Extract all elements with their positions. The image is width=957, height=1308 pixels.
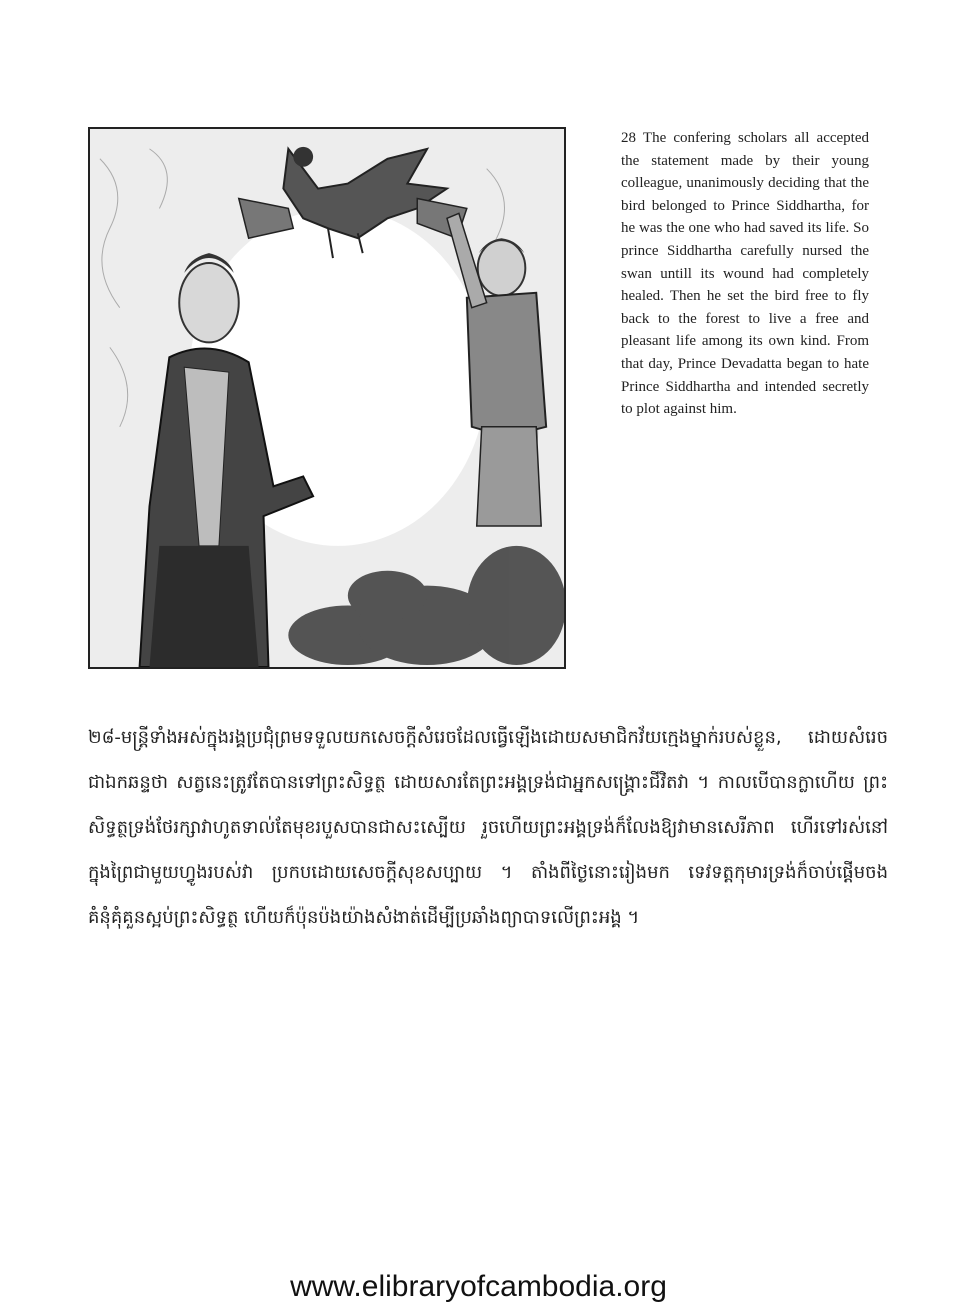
english-caption: 28 The confering scholars all accepted the statement made by their young colleague, unanimously deciding that the bird belonged to Prince Siddhartha, for he was the one who had saved its life. So prince Siddhartha carefully nursed the swan untill its wound had completely healed. Then he set the bird free to fly back to the forest to live a free and pleasant life among its own kind. From that day, Prince Devadatta began to hate Prince Siddhartha and intended secretly to plot against him. — [621, 130, 869, 418]
engraving-drawing — [90, 129, 564, 667]
footer-url[interactable]: www.elibraryofcambodia.org — [290, 1270, 667, 1303]
illustration-prince-and-swan — [88, 127, 566, 669]
khmer-caption: ២៨-មន្ត្រីទាំងអស់ក្នុងរង្គប្រជុំព្រមទទួលយកសេចក្តីសំរេចដែលធ្វើឡើងដោយសមាជិកវ័យក្មេងម្នាក់របស់ខ្លួន, ដោយសំរេចជាឯកឆន្ទថា សត្វនេះត្រូវតែបានទៅព្រះសិទ្ធត្ថ ដោយសារតែព្រះអង្គទ្រង់ជាអ្នកសង្គ្រោះជីវិតវា ។ កាលបើបានក្លាហើយ ព្រះសិទ្ធត្ថទ្រង់ថែរក្សាវាហូតទាល់តែមុខរបួសបានជាសះស្បើយ រួចហើយព្រះអង្គទ្រង់ក៏លែងឱ្យវាមានសេរីភាព ហើរទៅរស់នៅក្នុងព្រៃជាមួយហ្វូងរបស់វា ប្រកបដោយសេចក្តីសុខសប្បាយ ។ តាំងពីថ្ងៃនោះរៀងមក ទេវទត្តកុមារទ្រង់ក៏ចាប់ផ្តើមចងគំនុំគុំគួនស្អប់ព្រះសិទ្ធត្ថ ហើយក៏ប៉ុនប៉ងយ៉ាងសំងាត់ដើម្បីប្រឆាំងព្យាបាទលើព្រះអង្គ ។ — [88, 727, 888, 928]
